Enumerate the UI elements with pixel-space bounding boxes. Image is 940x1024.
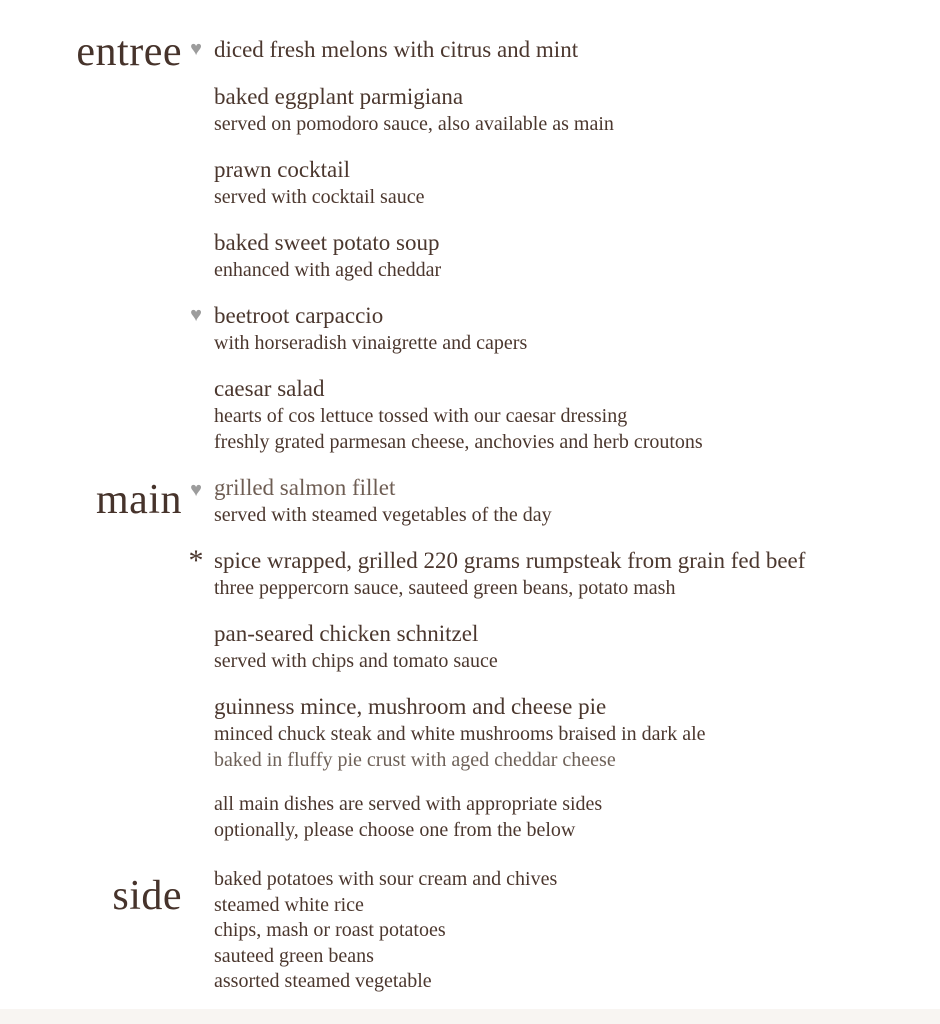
menu-item [214,155,920,210]
menu-item [214,619,920,674]
item-title: baked sweet potato soup [214,230,440,255]
item-title: diced fresh melons with citrus and mint [214,37,579,62]
side-option: chips, mash or roast potatoes [214,919,446,941]
menu-item [214,692,920,773]
item-description: freshly grated parmesan cheese, anchovies and herb croutons [214,431,703,453]
heart-icon: ♥ [190,304,202,326]
asterisk-icon: * [188,544,204,577]
item-description: enhanced with aged cheddar [214,259,442,281]
section-side [112,867,920,995]
item-description: served on pomodoro sauce, also available as main [214,113,614,135]
item-title: baked eggplant parmigiana [214,84,464,109]
note-line: optionally, please choose one from the below [214,819,576,841]
item-description: with horseradish vinaigrette and capers [214,332,528,354]
menu-item [214,228,920,283]
item-description: served with chips and tomato sauce [214,650,498,672]
heart-icon: ♥ [190,479,202,501]
main-course-note [214,791,920,843]
menu-item [188,544,920,601]
section-label-main: main [96,477,182,523]
item-description: three peppercorn sauce, sauteed green beans, potato mash [214,577,676,599]
section-main [96,473,920,843]
bottom-band [0,1009,940,1024]
side-option: assorted steamed vegetable [214,970,432,992]
item-title: beetroot carpaccio [214,303,384,328]
menu-item [190,301,920,356]
section-label-entree: entree [76,29,182,75]
section-label-side: side [112,873,182,919]
item-description: hearts of cos lettuce tossed with our caesar dressing [214,405,628,427]
item-title: prawn cocktail [214,157,351,182]
menu-item [214,374,920,455]
item-title: grilled salmon fillet [214,475,396,500]
item-description: baked in fluffy pie crust with aged cheddar cheese [214,749,616,771]
menu-item [190,473,920,528]
side-option: sauteed green beans [214,944,374,967]
item-title: guinness mince, mushroom and cheese pie [214,694,607,719]
item-description: served with steamed vegetables of the day [214,504,552,526]
menu-item [190,35,920,64]
section-entree [76,29,920,455]
menu-item [214,82,920,137]
item-description: served with cocktail sauce [214,186,425,208]
heart-icon: ♥ [190,38,202,60]
item-description: minced chuck steak and white mushrooms braised in dark ale [214,723,706,745]
note-line: all main dishes are served with appropriate sides [214,793,603,815]
item-title: spice wrapped, grilled 220 grams rumpsteak from grain fed beef [214,548,806,573]
side-option: steamed white rice [214,893,364,916]
side-option: baked potatoes with sour cream and chives [214,868,558,890]
item-title: pan-seared chicken schnitzel [214,621,479,646]
item-title: caesar salad [214,376,325,401]
